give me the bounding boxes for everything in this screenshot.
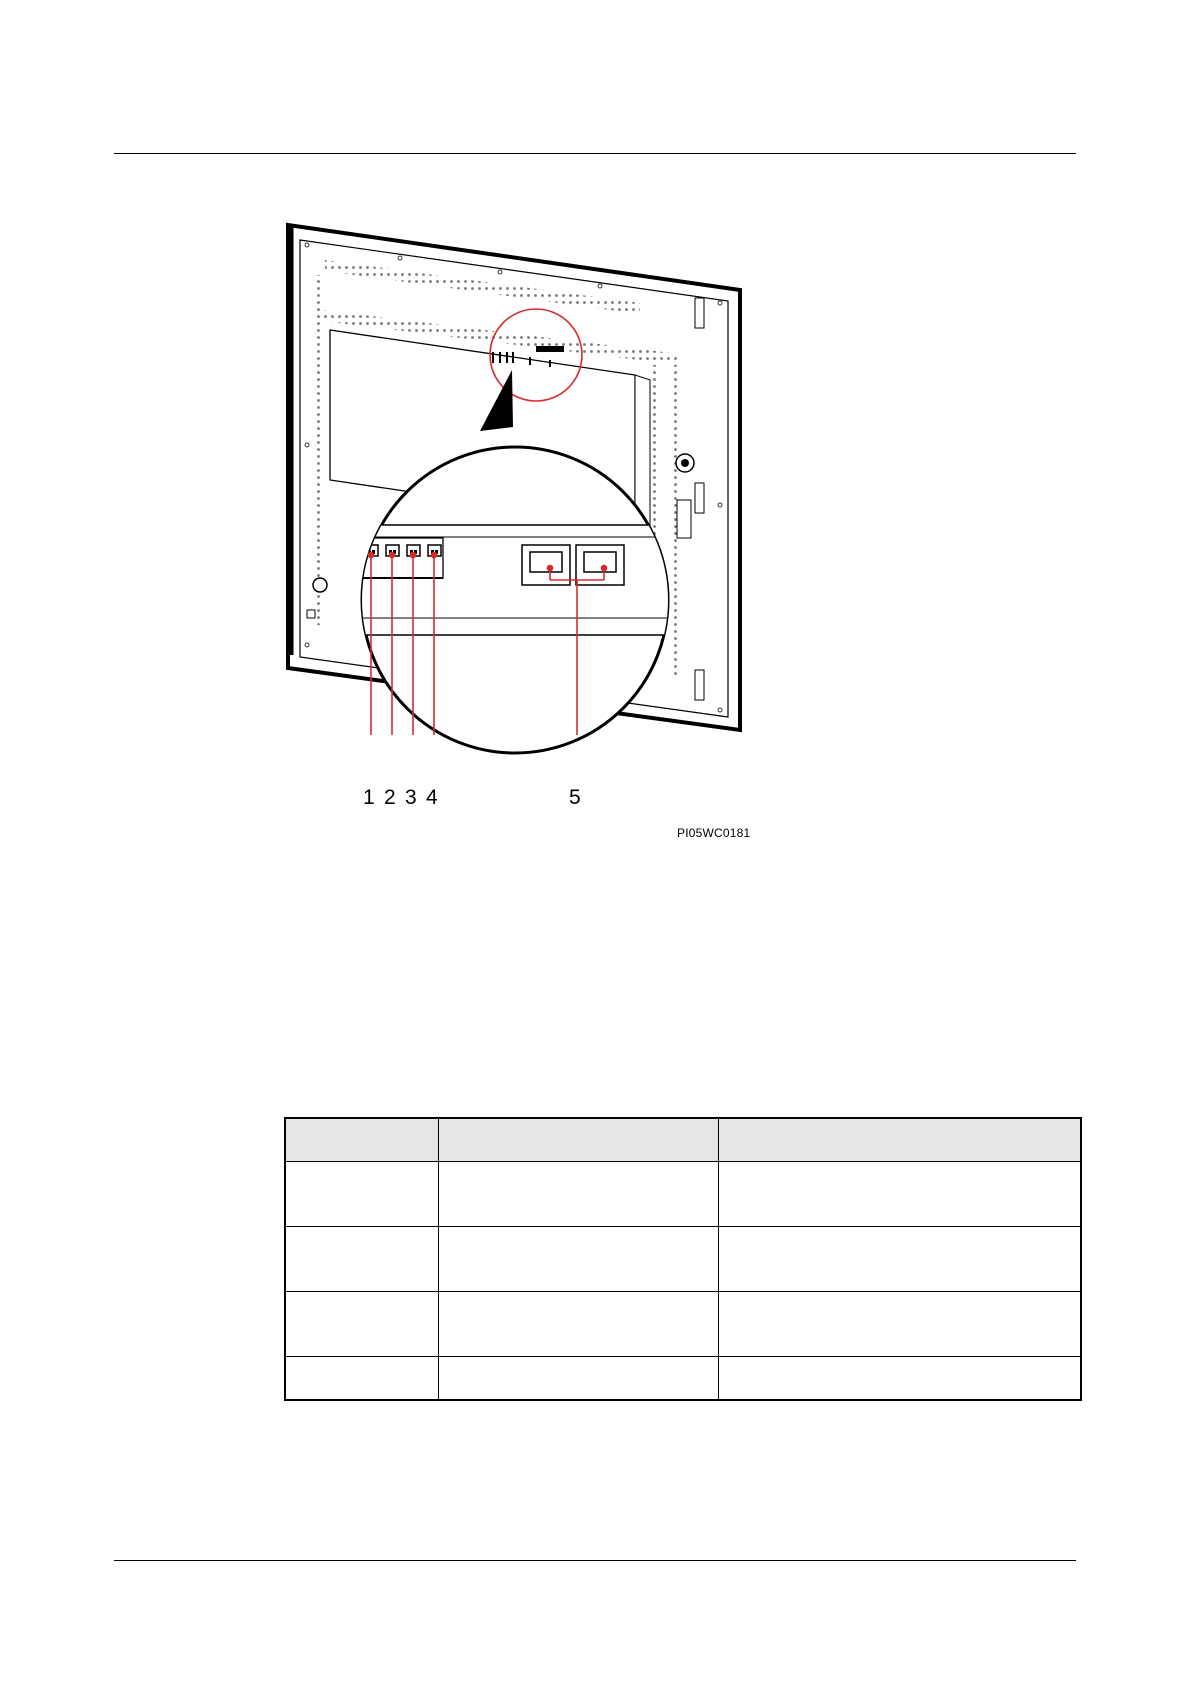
figure-id: PI05WC0181	[677, 826, 751, 840]
table-row	[285, 1227, 1081, 1292]
ports-table	[284, 1117, 1082, 1401]
header-rule	[114, 153, 1076, 154]
table-cell	[719, 1162, 1081, 1227]
table-row	[285, 1162, 1081, 1227]
table-row	[285, 1292, 1081, 1357]
footer-rule	[114, 1560, 1076, 1561]
table-row	[285, 1357, 1081, 1401]
table-cell	[285, 1227, 439, 1292]
callout-1: 1	[363, 786, 375, 809]
table-header-cell	[285, 1118, 439, 1162]
callout-4: 4	[426, 786, 438, 809]
table-header-cell	[439, 1118, 719, 1162]
callout-5: 5	[569, 786, 581, 809]
callout-3: 3	[405, 786, 417, 809]
callout-2: 2	[384, 786, 396, 809]
cabinet-door-illustration	[280, 215, 760, 845]
table-cell	[285, 1162, 439, 1227]
table-header-cell	[719, 1118, 1081, 1162]
table-cell	[285, 1357, 439, 1401]
device-figure	[280, 215, 760, 845]
table-cell	[439, 1162, 719, 1227]
table-cell	[719, 1227, 1081, 1292]
table-cell	[439, 1357, 719, 1401]
table-cell	[719, 1292, 1081, 1357]
table-header-row	[285, 1118, 1081, 1162]
table-cell	[285, 1292, 439, 1357]
table-cell	[439, 1227, 719, 1292]
table-cell	[439, 1292, 719, 1357]
table-cell	[719, 1357, 1081, 1401]
